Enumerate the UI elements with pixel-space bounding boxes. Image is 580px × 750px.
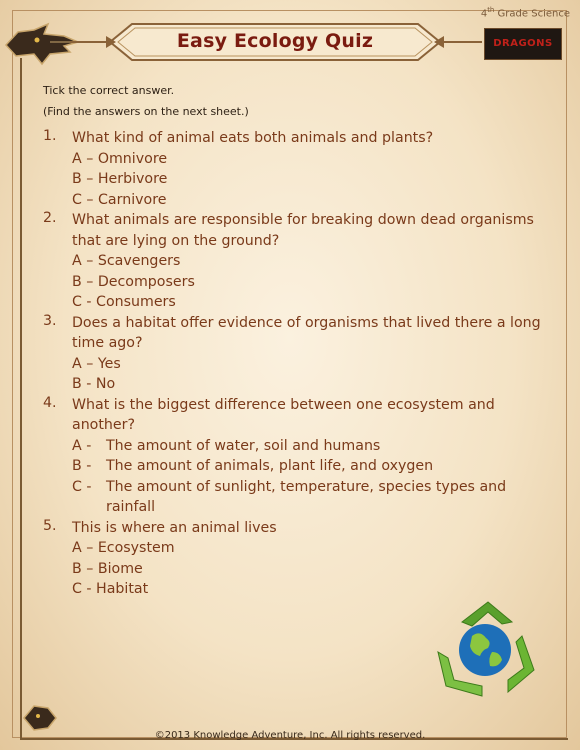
question-5 — [43, 518, 543, 600]
instruction-line: Tick the correct answer. — [43, 84, 175, 97]
answer-option[interactable]: B - No — [72, 376, 116, 392]
page-title: Easy Ecology Quiz — [176, 30, 374, 52]
instructions — [43, 84, 249, 126]
answer-option[interactable] — [72, 456, 543, 477]
answer-option[interactable]: A – Omnivore — [72, 150, 168, 167]
answer-option[interactable]: A – Yes — [72, 355, 121, 372]
answer-option[interactable] — [72, 477, 543, 518]
option-letter: A - — [72, 437, 92, 454]
answer-option[interactable]: A – Ecosystem — [72, 540, 175, 556]
question-1 — [43, 128, 543, 210]
question-3 — [43, 313, 543, 395]
answer-option[interactable]: C - Consumers — [72, 294, 176, 310]
question-text: What is the biggest difference between one ecosystem and another? — [72, 396, 495, 433]
question-text: What kind of animal eats both animals and plants? — [72, 130, 434, 146]
answer-option[interactable]: C – Carnivore — [72, 191, 167, 208]
question-2 — [43, 210, 543, 313]
grade-subject: Grade Science — [494, 8, 570, 20]
question-number: 1. — [43, 128, 57, 144]
question-number: 2. — [43, 210, 57, 226]
answer-option[interactable]: A – Scavengers — [72, 253, 181, 269]
option-text: The amount of animals, plant life, and oxygen — [106, 458, 434, 474]
question-4 — [43, 395, 543, 518]
question-number: 4. — [43, 394, 57, 411]
grade-label — [481, 6, 570, 19]
question-list — [43, 128, 543, 600]
question-text: What animals are responsible for breaking down dead organisms that are lying on the ground? — [72, 212, 534, 249]
answer-option[interactable] — [72, 436, 543, 457]
answer-option[interactable]: B – Biome — [72, 560, 143, 577]
banner-right-ornament — [432, 34, 482, 50]
option-text: The amount of sunlight, temperature, species types and rainfall — [106, 478, 507, 515]
copyright-footer: ©2013 Knowledge Adventure, Inc. All rights reserved. — [154, 730, 426, 741]
recycle-globe-icon — [432, 596, 538, 700]
instruction-note: (Find the answers on the next sheet.) — [43, 105, 249, 118]
option-letter: C - — [72, 478, 92, 495]
banner-left-ornament — [70, 34, 118, 50]
answer-option[interactable]: C - Habitat — [72, 581, 149, 597]
brand-logo: DRAGONS — [484, 28, 562, 60]
grade-number: 4 — [480, 8, 488, 20]
option-text: The amount of water, soil and humans — [106, 437, 381, 454]
question-number: 5. — [43, 517, 57, 534]
question-text: Does a habitat offer evidence of organisms that lived there a long time ago? — [72, 314, 541, 351]
answer-option[interactable]: B – Decomposers — [72, 273, 195, 290]
title-banner — [110, 20, 440, 64]
question-number: 3. — [43, 312, 57, 329]
grade-suffix: th — [487, 6, 495, 14]
option-letter: B - — [72, 458, 92, 474]
question-text: This is where an animal lives — [72, 519, 277, 536]
answer-option[interactable]: B – Herbivore — [72, 171, 168, 187]
